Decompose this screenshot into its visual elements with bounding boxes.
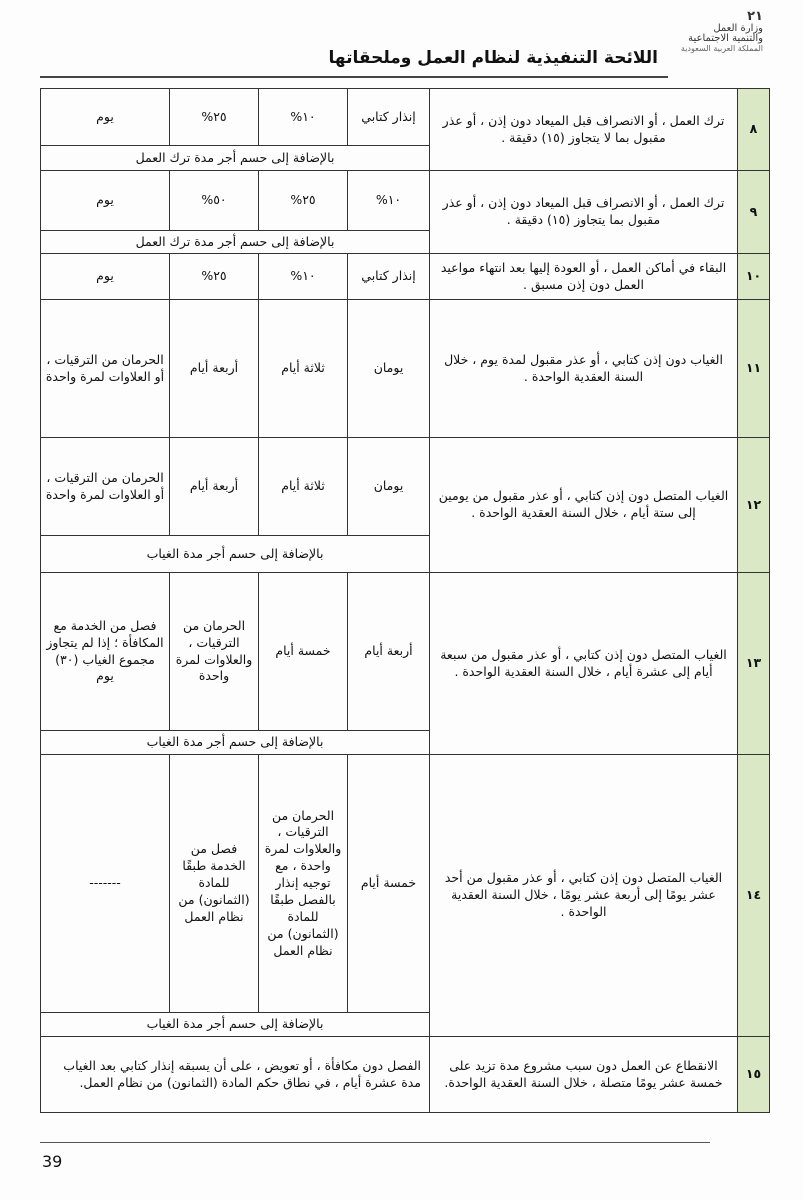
table-row bbox=[41, 254, 770, 300]
table-row bbox=[41, 300, 770, 438]
penalty-note: بالإضافة إلى حسم أجر مدة الغياب bbox=[41, 1013, 430, 1037]
penalty-first: إنذار كتابي bbox=[348, 254, 430, 300]
penalty-fourth: الحرمان من الترقيات ، أو العلاوات لمرة واحدة bbox=[41, 300, 170, 438]
violation-description: ترك العمل ، أو الانصراف قبل الميعاد دون إذن ، أو عذر مقبول بما لا يتجاوز (١٥) دقيقة . bbox=[430, 89, 738, 171]
penalty-second: ثلاثة أيام bbox=[259, 300, 348, 438]
penalty-second: ٢٥% bbox=[259, 171, 348, 231]
penalty-fourth: يوم bbox=[41, 254, 170, 300]
penalty-third: أربعة أيام bbox=[170, 438, 259, 536]
penalty-first: يومان bbox=[348, 438, 430, 536]
violation-description: ترك العمل ، أو الانصراف قبل الميعاد دون إذن ، أو عذر مقبول بما يتجاوز (١٥) دقيقة . bbox=[430, 171, 738, 254]
violation-description: البقاء في أماكن العمل ، أو العودة إليها بعد انتهاء مواعيد العمل دون إذن مسبق . bbox=[430, 254, 738, 300]
penalty-second: ١٠% bbox=[259, 254, 348, 300]
violation-number: ١٠ bbox=[738, 254, 770, 300]
penalty-third: الحرمان من الترقيات ، والعلاوات لمرة واحدة bbox=[170, 573, 259, 731]
page-number: 39 bbox=[42, 1152, 63, 1171]
penalty-third: فصل من الخدمة طبقًا للمادة (الثمانون) من نظام العمل bbox=[170, 755, 259, 1013]
penalty-second: ١٠% bbox=[259, 89, 348, 146]
violation-description: الغياب دون إذن كتابي ، أو عذر مقبول لمدة يوم ، خلال السنة العقدية الواحدة . bbox=[430, 300, 738, 438]
violation-description: الغياب المتصل دون إذن كتابي ، أو عذر مقبول من أحد عشر يومًا إلى أربعة عشر يومًا ، خلال السنة العقدية الواحدة . bbox=[430, 755, 738, 1037]
violation-number: ١٥ bbox=[738, 1037, 770, 1113]
violation-number: ١٣ bbox=[738, 573, 770, 755]
logo-line-1: وزارة العمل bbox=[713, 22, 763, 34]
table-row bbox=[41, 438, 770, 536]
document-title: اللائحة التنفيذية لنظام العمل وملحقاتها bbox=[328, 48, 658, 68]
penalty-note: بالإضافة إلى حسم أجر مدة ترك العمل bbox=[41, 146, 430, 171]
violation-number: ٨ bbox=[738, 89, 770, 171]
penalty-fourth: الحرمان من الترقيات ، أو العلاوات لمرة واحدة bbox=[41, 438, 170, 536]
violation-description: الغياب المتصل دون إذن كتابي ، أو عذر مقبول من سبعة أيام إلى عشرة أيام ، خلال السنة العقدية الواحدة . bbox=[430, 573, 738, 755]
penalty-note: بالإضافة إلى حسم أجر مدة ترك العمل bbox=[41, 231, 430, 254]
table-row bbox=[41, 1037, 770, 1113]
penalty-note: بالإضافة إلى حسم أجر مدة الغياب bbox=[41, 536, 430, 573]
logo-line-2: والتنمية الاجتماعية bbox=[688, 33, 763, 45]
table-row bbox=[41, 89, 770, 146]
violation-description: الغياب المتصل دون إذن كتابي ، أو عذر مقبول من يومين إلى ستة أيام ، خلال السنة العقدية الواحدة . bbox=[430, 438, 738, 573]
penalty-fourth: يوم bbox=[41, 89, 170, 146]
violation-number: ١١ bbox=[738, 300, 770, 438]
violation-number: ١٤ bbox=[738, 755, 770, 1037]
penalty-second: خمسة أيام bbox=[259, 573, 348, 731]
penalty-first: يومان bbox=[348, 300, 430, 438]
penalty-merged: الفصل دون مكافأة ، أو تعويض ، على أن يسبقه إنذار كتابي بعد الغياب مدة عشرة أيام ، في نطاق حكم المادة (الثمانون) من نظام العمل. bbox=[41, 1037, 430, 1113]
penalty-fourth: فصل من الخدمة مع المكافأة ؛ إذا لم يتجاوز مجموع الغياب (٣٠) يوم bbox=[41, 573, 170, 731]
footer-rule bbox=[40, 1142, 710, 1143]
penalty-third: ٢٥% bbox=[170, 254, 259, 300]
violation-number: ٩ bbox=[738, 171, 770, 254]
penalty-first: أربعة أيام bbox=[348, 573, 430, 731]
penalty-third: ٥٠% bbox=[170, 171, 259, 231]
penalty-third: ٢٥% bbox=[170, 89, 259, 146]
page-header bbox=[40, 10, 763, 70]
table-row bbox=[41, 171, 770, 231]
header-rule bbox=[40, 76, 668, 78]
table-row bbox=[41, 755, 770, 1013]
ministry-logo bbox=[668, 10, 763, 53]
penalty-third: أربعة أيام bbox=[170, 300, 259, 438]
violation-description: الانقطاع عن العمل دون سبب مشروع مدة تزيد على خمسة عشر يومًا متصلة ، خلال السنة العقدية الواحدة. bbox=[430, 1037, 738, 1113]
penalty-first: إنذار كتابي bbox=[348, 89, 430, 146]
penalty-second: ثلاثة أيام bbox=[259, 438, 348, 536]
penalty-first: ١٠% bbox=[348, 171, 430, 231]
penalty-fourth: يوم bbox=[41, 171, 170, 231]
logo-line-3: المملكة العربية السعودية bbox=[680, 43, 763, 53]
penalty-fourth: ------- bbox=[41, 755, 170, 1013]
penalties-table bbox=[40, 88, 770, 1113]
violation-number: ١٢ bbox=[738, 438, 770, 573]
penalty-first: خمسة أيام bbox=[348, 755, 430, 1013]
penalty-second: الحرمان من الترقيات ، والعلاوات لمرة واحدة ، مع توجيه إنذار بالفصل طبقًا للمادة (الثمانون) من نظام العمل bbox=[259, 755, 348, 1013]
logo-mark: ٢١ bbox=[747, 9, 763, 24]
penalty-note: بالإضافة إلى حسم أجر مدة الغياب bbox=[41, 731, 430, 755]
table-row bbox=[41, 573, 770, 731]
